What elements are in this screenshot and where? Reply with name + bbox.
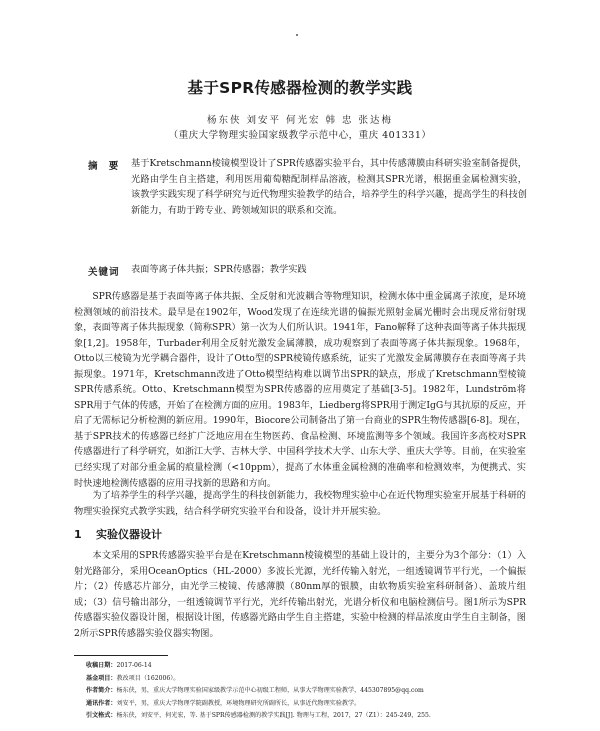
section-1-paragraph: 本文采用的SPR传感器实验平台是在Kretschmann棱镜模型的基础上设计的，主要分为3个部分：（1）入射光路部分，采用OceanOptics（HL-2000）多波长光源，光纤传输入射光，一组透镜调节平行光，一个偏振片；（2）传感芯片部分，由光学三棱镜、传感薄膜（80nm厚的银膜，由软物质实验室科研制备）、盖玻片组成；（3）信号输出部分，一组透镜调节平行光，光纤传输出射光，光谱分析仪和电脑检测信号。图1所示为SPR传感器实验仪器设计图，根据设计图，传感器光路由学生自主搭建，实验中检测的样品浓度由学生自主制备，图2所示SPR传感器实验仪器实物图。 bbox=[74, 550, 526, 639]
abstract-label: 摘 要 bbox=[88, 161, 123, 172]
author-list: 杨东侠 刘安平 何光宏 韩 忠 张达梅 bbox=[206, 115, 394, 126]
section-heading bbox=[74, 526, 162, 542]
footnote-fund: 基金项目：教改项目（162006）。 bbox=[86, 674, 180, 682]
footnote-corresponding: 通讯作者：刘安平，男，重庆大学物理学院副教授，环境物理研究所副所长，从事近代物理实验教学。 bbox=[86, 699, 361, 707]
intro-paragraph-1: SPR传感器是基于表面等离子体共振、全反射和光波耦合等物理知识，检测水体中重金属离子浓度，是环境检测领域的前沿技术。最早是在1902年，Wood发现了在连续光谱的偏振光照射金属光栅时会出现反常衍射现象，表面等离子体共振现象（简称SPR）第一次为人们所认识。1941年，Fano解释了这种表面等离子体共振现象[1,2]。1958年，Turbader利用全反射光激发金属薄膜，成功观察到了表面等离子体共振现象。1968年，Otto以三棱镜为光学耦合器件，设计了Otto型的SPR棱镜传感系统，证实了光激发金属薄膜存在表面等离子共振现象。1971年，Kretschmann改进了Otto模型结构难以调节出SPR的缺点，形成了Kretschmann型棱镜SPR传感系统。Otto、Kretschmann模型为SPR传感器的应用奠定了基础[3-5]。1982年，Lundström将SPR用于气体的传感，开始了在检测方面的应用。1983年，Liedberg将SPR用于测定IgG与其抗原的反应，开启了无需标记分析检测的新应用。1990年，Biocore公司制备出了第一台商业的SPR生物传感器[6-8]。现在，基于SPR技术的传感器已经扩广泛地应用在生物医药、食品检测、环境监测等多个领域。我国许多高校对SPR传感器进行了科学研究，如浙江大学、吉林大学、中国科学技术大学、山东大学、重庆大学等。目前，在实验室已经实现了对部分重金属的痕量检测（<10ppm），提高了水体重金属检测的准确率和检测效率，为便携式、实时快速地检测传感器的应用寻找新的思路和方向。 bbox=[74, 291, 526, 489]
affiliation: （重庆大学物理实验国家级教学示范中心，重庆 401331） bbox=[168, 130, 432, 141]
paper-title: 基于SPR传感器检测的教学实践 bbox=[187, 79, 413, 97]
abstract-text: 基于Kretschmann棱镜模型设计了SPR传感器实验平台，其中传感薄膜由科研实验室制备提供，光路由学生自主搭建，利用医用葡萄糖配制样品溶液，检测其SPR光谱，根据重金属检测实验，该教学实践实现了科学研究与近代物理实验教学的结合，培养学生的科学兴趣，提高学生的科技创新能力，有助于跨专业、跨领域知识的联系和交流。 bbox=[131, 158, 527, 216]
intro-paragraph-2: 为了培养学生的科学兴趣，提高学生的科技创新能力，我校物理实验中心在近代物理实验室开展基于科研的物理实验探究式教学实践，结合科学研究实验平台和设备，设计并开展实验。 bbox=[74, 490, 526, 517]
footnote-divider bbox=[74, 655, 168, 656]
footnote-received: 收稿日期：2017-06-14 bbox=[86, 662, 152, 669]
footnotes bbox=[86, 660, 526, 723]
footnote-citation: 引文格式：杨东侠，刘安平，何光宏，等. 基于SPR传感器检测的教学实践[J]. 物理与工程，2017，27（Z1）：245-249，255. bbox=[86, 712, 431, 720]
section-title: 实验仪器设计 bbox=[96, 528, 162, 541]
keywords-text: 表面等离子体共振；SPR传感器；教学实践 bbox=[131, 264, 307, 275]
keywords-label: 关键词 bbox=[88, 267, 120, 278]
section-number: 1 bbox=[74, 528, 82, 541]
footnote-author: 作者简介：杨东侠，男，重庆大学物理实验国家级教学示范中心初级工程师，从事大学物理实验教学，445307895@qq.com bbox=[86, 687, 424, 695]
scan-dot bbox=[296, 34, 298, 36]
